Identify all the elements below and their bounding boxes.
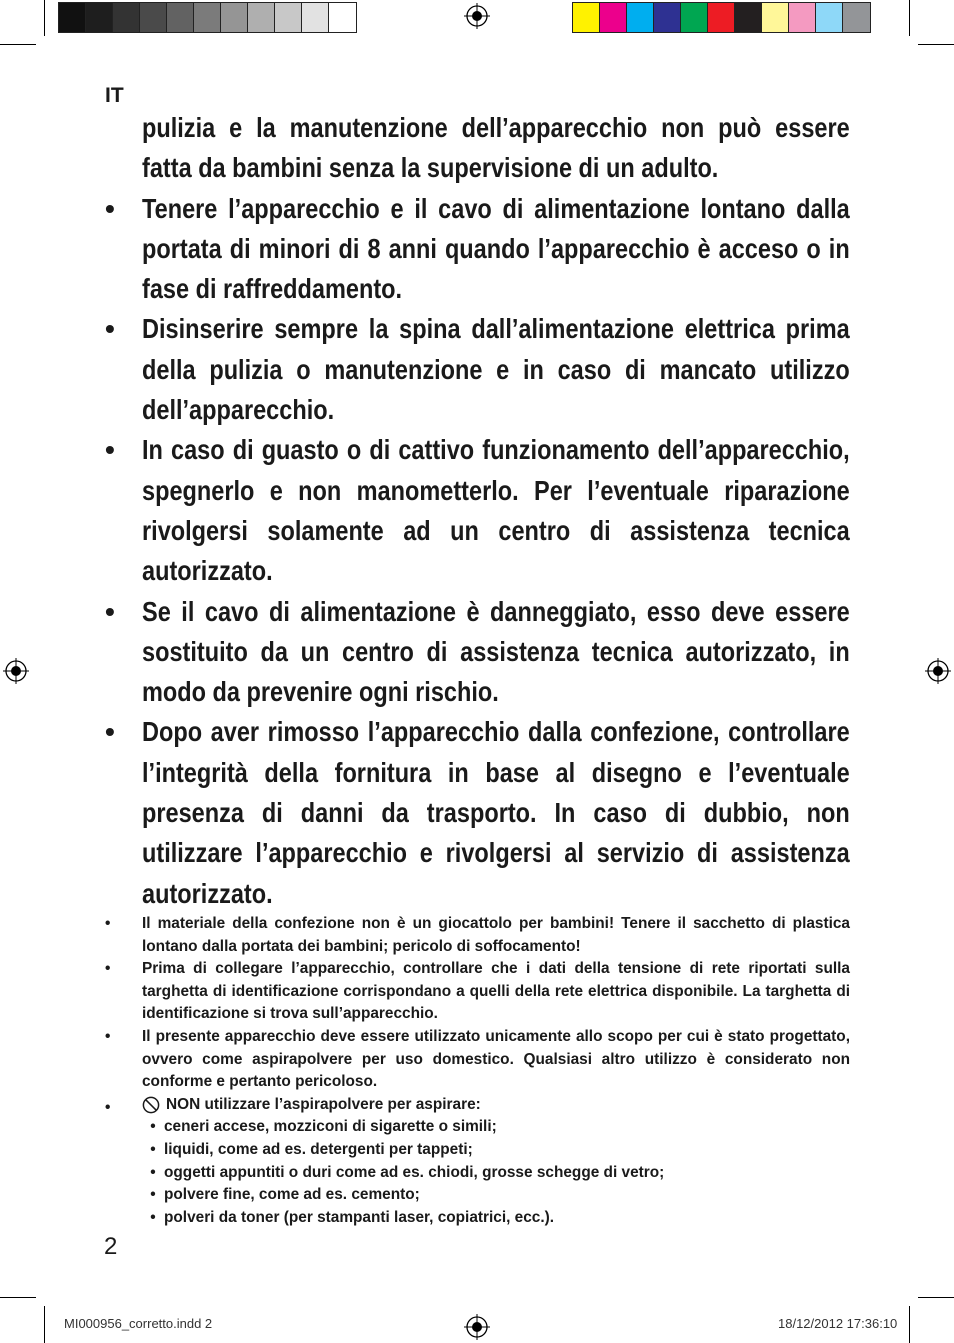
gray-swatch bbox=[275, 3, 302, 32]
do-not-use-item bbox=[105, 1094, 850, 1230]
do-not-use-list bbox=[142, 1116, 850, 1229]
gray-swatch bbox=[302, 3, 329, 32]
list-item-text: Prima di collegare l’apparecchio, controllare che i dati della tensione di rete riportati sulla targhetta di identificazione corrispondano a quelli della rete elettrica disponibile. La targhetta di identificazione si trova sull’apparecchio. bbox=[142, 960, 850, 1023]
crop-mark-top-left-v bbox=[44, 0, 45, 36]
sub-list-item bbox=[142, 1139, 850, 1162]
color-swatch bbox=[681, 3, 708, 32]
sub-bullet: • bbox=[150, 1118, 156, 1136]
crop-mark-bottom-right-h bbox=[918, 1297, 954, 1298]
color-swatch bbox=[573, 3, 600, 32]
language-tag: IT bbox=[105, 84, 124, 107]
list-item-text: pulizia e la manutenzione dell’apparecchio non può essere fatta da bambini senza la supervisione di un adulto. bbox=[142, 112, 850, 184]
list-item-text: Tenere l’apparecchio e il cavo di alimentazione lontano dalla portata di minori di 8 anni quando l’apparecchio è acceso o in fase di raffreddamento. bbox=[142, 192, 850, 305]
crop-mark-top-right-v bbox=[909, 0, 910, 36]
bullet bbox=[105, 108, 142, 189]
file-slug: MI000956_corretto.indd 2 bbox=[64, 1316, 213, 1331]
color-swatch bbox=[627, 3, 654, 32]
sub-list-item bbox=[142, 1184, 850, 1207]
sub-bullet: • bbox=[150, 1140, 156, 1158]
color-swatch bbox=[816, 3, 843, 32]
sub-list-item-text: polveri da toner (per stampanti laser, copiatrici, ecc.). bbox=[164, 1208, 555, 1226]
date-slug: 18/12/2012 17:36:10 bbox=[778, 1316, 898, 1331]
crop-mark-bottom-left-h bbox=[0, 1297, 36, 1298]
list-item bbox=[105, 108, 850, 189]
sub-list-item bbox=[142, 1207, 850, 1230]
gray-swatch bbox=[194, 3, 221, 32]
list-item bbox=[105, 913, 850, 958]
do-not-use-heading-line bbox=[142, 1094, 850, 1117]
color-calibration-bar bbox=[572, 2, 871, 33]
gray-swatch bbox=[113, 3, 140, 32]
do-not-use-heading: NON utilizzare l’aspirapolvere per aspirare: bbox=[166, 1095, 481, 1113]
list-item-text: Il materiale della confezione non è un giocattolo per bambini! Tenere il sacchetto di plastica lontano dalla portata dei bambini; pericolo di soffocamento! bbox=[142, 915, 850, 955]
color-swatch bbox=[654, 3, 681, 32]
list-item bbox=[105, 189, 850, 310]
safety-list-small bbox=[105, 913, 850, 1229]
bullet: • bbox=[105, 1027, 111, 1045]
gray-swatch bbox=[248, 3, 275, 32]
list-item bbox=[105, 1026, 850, 1094]
sub-list-item bbox=[142, 1116, 850, 1139]
color-swatch bbox=[735, 3, 762, 32]
gray-swatch bbox=[140, 3, 167, 32]
color-swatch bbox=[600, 3, 627, 32]
bullet: • bbox=[105, 595, 115, 627]
bullet: • bbox=[105, 1098, 111, 1116]
list-item-text: Il presente apparecchio deve essere utilizzato unicamente allo scopo per cui è stato progettato, ovvero come aspirapolvere per uso domestico. Qualsiasi altro utilizzo è considerato non conforme e pertanto pericoloso. bbox=[142, 1027, 850, 1091]
bullet: • bbox=[105, 192, 115, 224]
list-item-text: Dopo aver rimosso l’apparecchio dalla confezione, controllare l’integrità della fornitura in base al disegno e l’eventuale presenza di danni da trasporto. In caso di dubbio, non utilizzare l’apparecchio e rivolgersi al servizio di assistenza autorizzato. bbox=[142, 716, 850, 909]
color-swatch bbox=[843, 3, 870, 32]
list-item-text: In caso di guasto o di cattivo funzionamento dell’apparecchio, spegnerlo e non manometterlo. Per l’eventuale riparazione rivolgersi solamente ad un centro di assistenza tecnica autorizzato. bbox=[142, 434, 850, 587]
bullet: • bbox=[105, 313, 115, 345]
sub-bullet: • bbox=[150, 1163, 156, 1181]
list-item bbox=[105, 592, 850, 713]
gray-swatch bbox=[59, 3, 86, 32]
bullet: • bbox=[105, 915, 111, 932]
color-swatch bbox=[789, 3, 816, 32]
gray-swatch bbox=[329, 3, 356, 32]
grayscale-calibration-bar bbox=[58, 2, 357, 33]
sub-list-item-text: ceneri accese, mozziconi di sigarette o simili; bbox=[164, 1118, 497, 1136]
crop-mark-bottom-left-v bbox=[44, 1306, 45, 1343]
registration-mark-right bbox=[925, 658, 951, 684]
page-number: 2 bbox=[104, 1233, 118, 1260]
list-item-text: Disinserire sempre la spina dall’alimentazione elettrica prima della pulizia o manutenzione e in caso di mancato utilizzo dell’apparecchio. bbox=[142, 313, 850, 426]
sub-list-item bbox=[142, 1162, 850, 1185]
list-item-text: Se il cavo di alimentazione è danneggiato, esso deve essere sostituito da un centro di assistenza tecnica autorizzato, in modo da prevenire ogni rischio. bbox=[142, 595, 850, 708]
list-item bbox=[105, 430, 850, 591]
crop-mark-top-left-h bbox=[0, 44, 36, 45]
color-swatch bbox=[708, 3, 735, 32]
gray-swatch bbox=[167, 3, 194, 32]
sub-bullet: • bbox=[150, 1208, 156, 1226]
sub-list-item-text: liquidi, come ad es. detergenti per tappeti; bbox=[164, 1140, 473, 1158]
registration-mark-left bbox=[3, 658, 29, 684]
registration-mark-bottom bbox=[464, 1314, 490, 1340]
prohibited-icon bbox=[142, 1096, 160, 1114]
registration-mark-top bbox=[464, 3, 490, 29]
color-swatch bbox=[762, 3, 789, 32]
sub-bullet: • bbox=[150, 1186, 156, 1204]
list-item bbox=[105, 712, 850, 913]
sub-list-item-text: oggetti appuntiti o duri come ad es. chiodi, grosse schegge di vetro; bbox=[164, 1163, 665, 1181]
bullet: • bbox=[105, 716, 115, 748]
sub-list-item-text: polvere fine, come ad es. cemento; bbox=[164, 1186, 420, 1204]
crop-mark-bottom-right-v bbox=[909, 1306, 910, 1343]
gray-swatch bbox=[221, 3, 248, 32]
do-not-use-block bbox=[142, 1094, 850, 1230]
gray-swatch bbox=[86, 3, 113, 32]
bullet: • bbox=[105, 434, 115, 466]
bullet: • bbox=[105, 960, 111, 978]
list-item bbox=[105, 309, 850, 430]
safety-list-large bbox=[105, 108, 850, 914]
crop-mark-top-right-h bbox=[918, 44, 954, 45]
list-item bbox=[105, 958, 850, 1026]
